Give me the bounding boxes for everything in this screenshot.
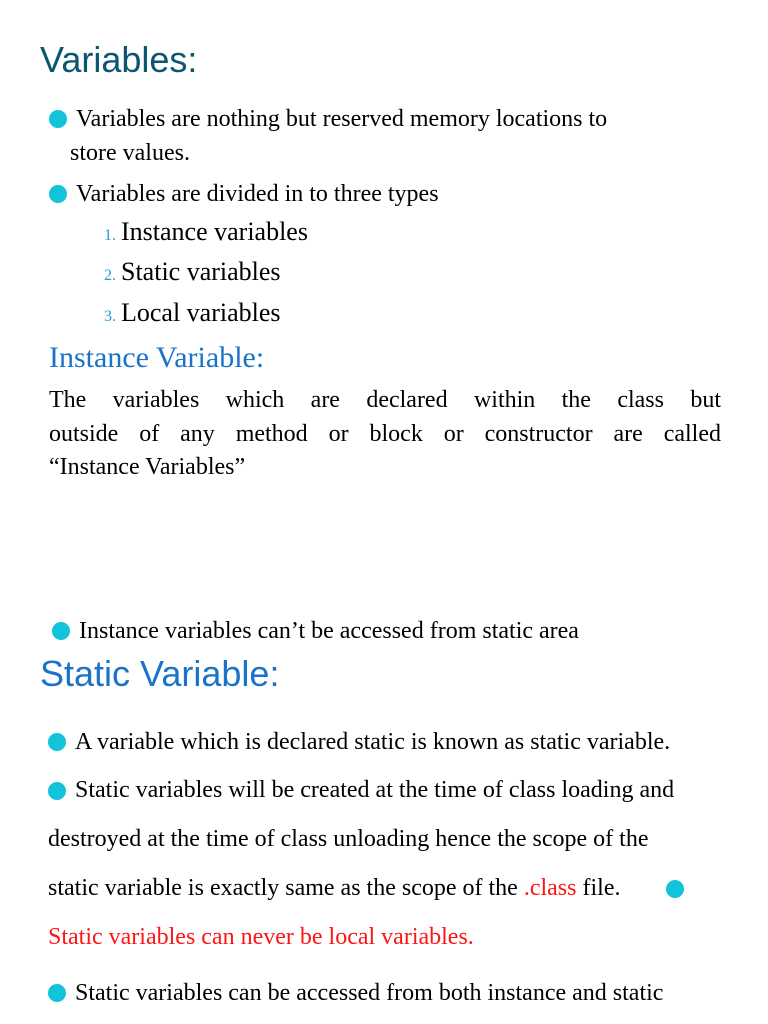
variables-bullet1-line1: Variables are nothing but reserved memory locations to (76, 106, 608, 132)
variables-bullet1-line2: store values. (70, 140, 190, 166)
bullet-icon (48, 782, 66, 800)
bullet-icon (49, 110, 67, 128)
static-variable-heading: Static Variable: (40, 653, 280, 694)
list-item (104, 215, 308, 253)
bullet-icon (48, 984, 66, 1002)
list-item-label: Static variables (121, 257, 281, 286)
instance-variable-heading: Instance Variable: (49, 341, 265, 374)
static-bullet2-line2: destroyed at the time of class unloading hence the scope of the (48, 826, 649, 852)
static-bullet2-line3-end: file. (576, 875, 621, 901)
static-bullet2-line3-start: static variable is exactly same as the scope of the (48, 875, 524, 901)
instance-bullet: Instance variables can’t be accessed from static area (79, 618, 579, 644)
page-title: Variables: (40, 39, 198, 80)
bullet-icon (49, 185, 67, 203)
class-keyword: .class (523, 875, 577, 901)
static-bullet2-line3 (48, 871, 620, 905)
list-number: 3. (104, 308, 116, 325)
static-bullet1: A variable which is declared static is known as static variable. (75, 729, 671, 755)
static-bullet2-line1: Static variables will be created at the time of class loading and (75, 777, 675, 803)
bullet-icon (52, 622, 70, 640)
bullet-icon (666, 880, 684, 898)
variables-bullet2: Variables are divided in to three types (76, 181, 439, 207)
list-item (104, 255, 281, 293)
bullet-icon (48, 733, 66, 751)
instance-para-line1: The variables which are declared within the class but (49, 387, 721, 413)
list-item-label: Local variables (121, 298, 281, 327)
static-bullet3: Static variables can never be local variables. (48, 924, 474, 950)
list-item (104, 296, 281, 334)
list-number: 1. (104, 227, 116, 244)
static-bullet4: Static variables can be accessed from both instance and static (75, 980, 664, 1006)
instance-para-line2: outside of any method or block or constructor are called (49, 421, 721, 447)
list-item-label: Instance variables (121, 217, 308, 246)
instance-para-line3: “Instance Variables” (49, 454, 246, 480)
list-number: 2. (104, 267, 116, 284)
